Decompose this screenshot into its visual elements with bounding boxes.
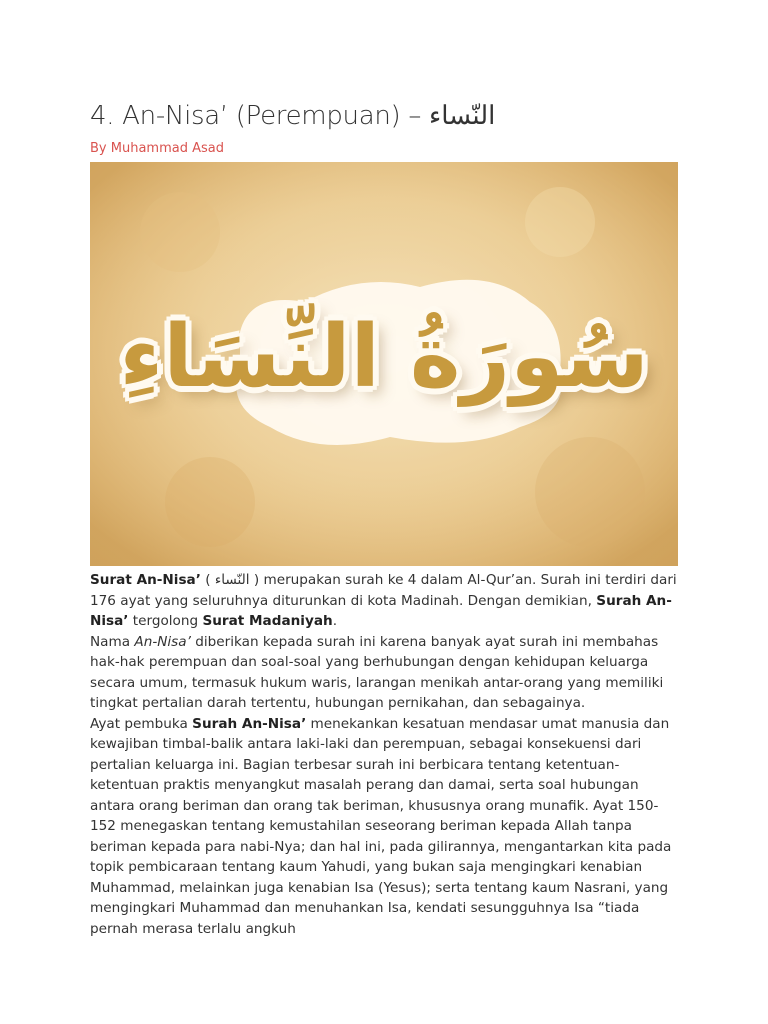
page-title-arabic: النّساء: [429, 101, 496, 131]
text-span: Ayat pembuka: [90, 715, 193, 732]
bold-classification: Surat Madaniyah: [202, 613, 333, 629]
bold-surah-name: Surah An-Nisa’: [192, 715, 307, 732]
italic-surah-name: An-Nisa’: [134, 633, 191, 650]
text-span: (: [200, 572, 215, 588]
text-span: .: [332, 613, 338, 629]
text-span: ) merupakan surah ke 4 dalam Al-Qur’an. Surah ini terdiri dari 176 ayat yang seluruhnya diturunkan di kota Madinah. Dengan demikian,: [90, 572, 677, 609]
surah-calligraphy: سُورَةُ النِّسَاءِ: [119, 307, 649, 407]
page-title-text: 4. An-Nisa’ (Perempuan) –: [90, 101, 429, 131]
text-span: menekankan kesatuan mendasar umat manusia dan kewajiban timbal-balik antara laki-laki dan perempuan, sebagai konsekuensi dari pertalian keluarga ini. Bagian terbesar surah ini berbicara tentang ketentuan-ketentuan praktis menyangkut masalah perang dan damai, serta soal hubungan antara orang beriman dan orang tak beriman, khususnya orang munafik. Ayat 150-152 menegaskan tentang kemustahilan seseorang beriman kepada Allah tanpa beriman kepada para nabi-Nya; dan hal ini, pada gilirannya, mengantarkan kita pada topik pembicaraan tentang kaum Yahudi, yang bukan saja mengingkari kenabian Muhammad, melainkan juga kenabian Isa (Yesus); serta tentang kaum Nasrani, yang mengingkari Muhammad dan menuhankan Isa, kendati sesungguhnya Isa “tiada pernah merasa terlalu angkuh: [90, 715, 672, 937]
author-link[interactable]: By Muhammad Asad: [90, 141, 224, 156]
text-span: tergolong: [128, 613, 203, 629]
text-span: Nama: [90, 633, 135, 650]
hero-image: [90, 162, 678, 566]
arabic-name: النّساء: [214, 572, 250, 588]
bold-surah-name: Surah An-Nisa’: [90, 592, 672, 629]
article: [90, 96, 678, 939]
page-title: [90, 96, 678, 136]
paragraph-intro: [90, 570, 678, 632]
paragraph-content: [90, 714, 678, 940]
paragraph-name-origin: [90, 632, 678, 714]
bold-surah-name: Surat An-Nisa’: [90, 572, 201, 588]
article-body: [90, 570, 678, 939]
text-span: diberikan kepada surah ini karena banyak ayat surah ini membahas hak-hak perempuan dan soal-soal yang berhubungan dengan kehidupan keluarga secara umum, termasuk hukum waris, larangan menikah antar-orang yang memiliki tingkat pertalian darah tertentu, hubungan pernikahan, dan sebagainya.: [90, 633, 664, 711]
